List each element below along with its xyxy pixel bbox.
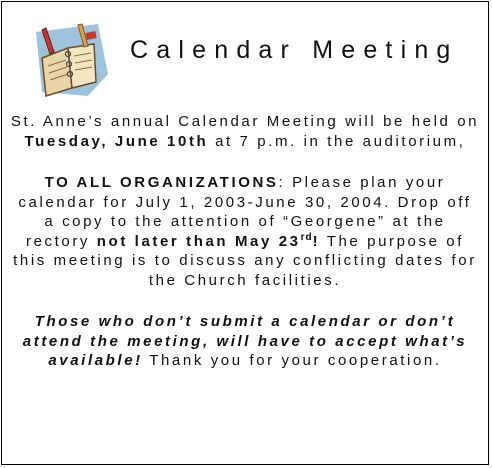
purpose-text: The purpose of this meeting is to discuss any conflicting dates for the Church facilities.: [13, 232, 477, 289]
meeting-location: at 7 p.m. in the auditorium,: [208, 132, 466, 150]
meeting-intro: St. Anne’s annual Calendar Meeting will be held on: [10, 113, 480, 130]
warning-text: Those who don’t submit a calendar or don’t attend the meeting, will have to accept what’s available!: [22, 313, 468, 369]
meeting-paragraph: [10, 112, 480, 151]
calendar-book-icon: [28, 18, 112, 102]
organizations-paragraph: [10, 173, 480, 290]
meeting-date: Tuesday, June 10th: [24, 132, 209, 150]
deadline-exclaim: !: [312, 232, 321, 250]
header: [28, 18, 478, 102]
deadline-text: [97, 233, 320, 250]
deadline-date: not later than May 23: [96, 232, 301, 250]
organizations-text: : Please plan your calendar for July 1, 2003-June 30, 2004. Drop off a copy to the attention of “Georgene” at the rectory: [18, 174, 472, 250]
page-title: Calendar Meeting: [130, 36, 459, 64]
flyer-frame: [1, 1, 489, 465]
announcement-body: [10, 112, 480, 371]
thanks-text: Thank you for your cooperation.: [142, 352, 442, 369]
closing-paragraph: [10, 312, 480, 371]
deadline-suffix: rd: [300, 231, 313, 243]
organizations-heading: TO ALL ORGANIZATIONS: [44, 174, 279, 191]
